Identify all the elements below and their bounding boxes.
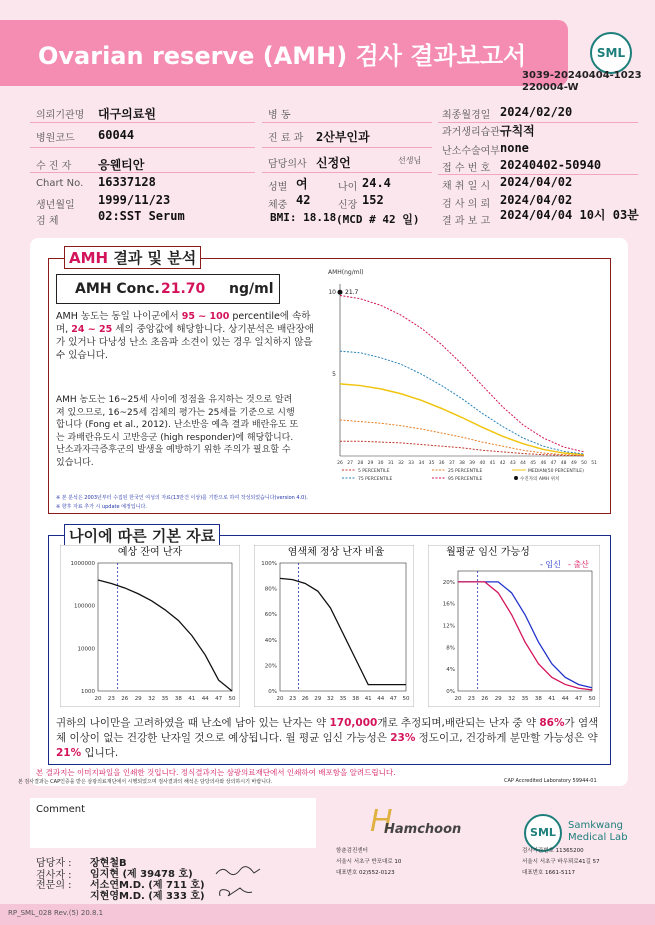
ovary-value: none bbox=[500, 141, 529, 155]
small-chart-y-tick: 12% bbox=[442, 623, 455, 630]
amh-section-title: AMH 결과 및 분석 bbox=[64, 246, 201, 269]
small-chart-x-tick: 23 bbox=[107, 696, 115, 702]
small-chart-y-tick: 16% bbox=[442, 601, 455, 608]
amh-x-tick: 46 bbox=[540, 461, 547, 466]
sml-addr-1: 검사기관번호 11365200 bbox=[522, 848, 584, 854]
age-value: 24.4 bbox=[362, 176, 391, 190]
amh-x-tick: 29 bbox=[367, 461, 374, 466]
amh-x-tick: 32 bbox=[398, 461, 404, 466]
small-chart-y-tick: 100000 bbox=[74, 603, 95, 610]
print-notice: 본 결과지는 이미지파일을 인쇄한 것입니다. 정식결과지는 삼광의료재단에서 인쇄하여 배포함을 알려드립니다. bbox=[36, 768, 396, 777]
small-chart-x-tick: 20 bbox=[276, 696, 284, 702]
report-id bbox=[522, 70, 642, 94]
small-chart-y-tick: 1000 bbox=[81, 689, 95, 695]
hamchoon-logo: H Hamchoon bbox=[370, 804, 462, 839]
specimen-label: 검 체 bbox=[36, 216, 59, 227]
sml-address bbox=[522, 846, 600, 879]
staff-value-3: 서소연M.D. (제 711 호) bbox=[90, 880, 205, 891]
small-line: 본 검사결과는 CAP인증을 받은 삼광의료재단에서 시행되었으며 검사결과의 해석은 담당의사와 상의하시기 바랍니다. bbox=[18, 779, 273, 785]
small-chart-x-tick: 50 bbox=[402, 696, 410, 702]
chromosome-chart-title: 염색체 정상 난자 비율 bbox=[287, 547, 385, 558]
report-value: 2024/04/04 10시 03분 bbox=[500, 208, 639, 222]
amh-x-tick: 26 bbox=[337, 461, 343, 466]
summary-b: 개로 추정되며,배란되는 난자 중 약 bbox=[377, 717, 540, 729]
small-chart-x-tick: 32 bbox=[326, 696, 334, 702]
summary-d: 정도이고, 건강하게 분만할 가능성은 약 bbox=[415, 732, 598, 744]
small-chart-x-tick: 35 bbox=[339, 696, 347, 702]
weight-label: 체중 bbox=[268, 200, 288, 211]
staff-label-3: 전문의 : bbox=[36, 880, 72, 891]
small-chart-x-tick: 50 bbox=[588, 696, 596, 702]
small-chart-x-tick: 29 bbox=[314, 696, 322, 702]
egg-count-chart bbox=[60, 545, 240, 707]
legend-pregnancy: - 임신 bbox=[540, 560, 561, 569]
amh-x-tick: 42 bbox=[499, 461, 506, 466]
small-chart-y-tick: 80% bbox=[264, 586, 277, 593]
small-chart-x-tick: 35 bbox=[161, 696, 169, 702]
amh-marker-label: 21.7 bbox=[345, 289, 359, 297]
amh-x-tick: 41 bbox=[489, 461, 496, 466]
small-chart-y-tick: 10000 bbox=[77, 646, 95, 653]
small-chart-y-tick: 4% bbox=[446, 667, 455, 674]
doctor-suffix: 선생님 bbox=[398, 156, 422, 165]
amh-paragraph-2: AMH 농도는 16~25세 사이에 정점을 유지하는 것으로 알려져 있으므로, 16~25세 검체의 평가는 25세를 기준으로 시행합니다 (Fong et al., 2012). 난소반응 예측 결과 배란유도 또는 과배란유도시 고반응군 (high responder)에 해당합니다. 난소과자극증후군의 발생을 예방하기 위한 주의가 필요할 수 있습니다. bbox=[56, 395, 299, 468]
amh-x-tick: 50 bbox=[581, 461, 587, 466]
hamchoon-addr-2: 서울시 서초구 반포대로 10 bbox=[336, 859, 402, 865]
collect-label: 채 취 일 시 bbox=[442, 181, 491, 192]
test-date-label: 검 사 의 뢰 bbox=[442, 199, 491, 210]
amh-p1-age: 24 ~ 25 bbox=[71, 324, 113, 335]
signature-2 bbox=[216, 884, 256, 900]
code-label: 병원코드 bbox=[36, 133, 75, 144]
staff-label-2: 검사자 : bbox=[36, 870, 72, 881]
patient-info bbox=[0, 100, 655, 230]
footer-bar bbox=[0, 904, 655, 925]
accept-label: 접 수 번 호 bbox=[442, 163, 491, 174]
small-chart-y-tick: 20% bbox=[264, 663, 277, 670]
code-value: 60044 bbox=[98, 128, 135, 142]
cycle-label: 과거생리습관 bbox=[442, 127, 500, 138]
weight-value: 42 bbox=[296, 193, 311, 207]
amh-paragraph-1 bbox=[56, 310, 316, 362]
small-chart-x-tick: 35 bbox=[521, 696, 529, 702]
amh-conc-unit: ng/ml bbox=[229, 281, 274, 297]
small-chart-x-tick: 41 bbox=[364, 696, 372, 702]
patient-value: 응웬티안 bbox=[98, 158, 145, 172]
sml-footer-logo: SML bbox=[524, 814, 562, 852]
staff-value-4: 지현영M.D. (제 333 호) bbox=[90, 891, 205, 902]
age-label: 나이 bbox=[338, 182, 358, 193]
hamchoon-addr-1: 함춘검진센터 bbox=[336, 848, 368, 854]
amh-note-1: ※ 본 분석은 2003년부터 수집된 한국인 여성의 자료(13만건 이상)를 기반으로 하여 작성되었습니다(version 4.0). bbox=[56, 495, 308, 501]
small-chart-x-tick: 41 bbox=[188, 696, 196, 702]
amh-p1-c: 세의 중앙값에 해당합니다. 상기분석은 배란장애가 있거나 다낭성 난소 초음파 소견이 있는 경우 일치하지 않을 수 있습니다. bbox=[56, 324, 314, 361]
amh-x-tick: 35 bbox=[428, 461, 435, 466]
small-chart-x-tick: 38 bbox=[174, 696, 182, 702]
page-title: Ovarian reserve (AMH) 검사 결과보고서 bbox=[38, 42, 527, 70]
amh-legend-label: 25 PERCENTILE bbox=[448, 469, 483, 474]
pregnancy-chart-title: 월평균 임신 가능성 bbox=[446, 547, 530, 558]
amh-conc-box bbox=[56, 274, 280, 304]
signature-1 bbox=[214, 864, 262, 878]
chart-label: Chart No. bbox=[36, 178, 84, 189]
specimen-value: 02:SST Serum bbox=[98, 209, 185, 223]
small-chart-x-tick: 47 bbox=[575, 696, 583, 702]
small-chart-y-tick: 8% bbox=[446, 645, 455, 652]
sex-label: 성별 bbox=[268, 182, 288, 193]
height-value: 152 bbox=[362, 193, 384, 207]
hamchoon-addr-3: 대표번호 02)552-0123 bbox=[336, 870, 395, 876]
summary-a: 귀하의 나이만을 고려하였을 때 난소에 남아 있는 난자는 약 bbox=[56, 717, 330, 729]
report-label: 결 과 보 고 bbox=[442, 216, 491, 227]
amh-x-tick: 43 bbox=[509, 461, 516, 466]
amh-x-tick: 36 bbox=[438, 461, 445, 466]
sml-addr-2: 서울시 서초구 바우뫼로41길 57 bbox=[522, 859, 600, 865]
staff-label-1: 담당자 : bbox=[36, 858, 72, 869]
test-date-value: 2024/04/02 bbox=[500, 193, 573, 207]
sml-addr-3: 대표번호 1661-5117 bbox=[522, 870, 575, 876]
small-chart-y-tick: 1000000 bbox=[70, 561, 95, 567]
hospital-value: 대구의료원 bbox=[98, 107, 156, 121]
small-chart-x-tick: 20 bbox=[94, 696, 102, 702]
staff-value-2: 임지현 (제 39478 호) bbox=[90, 869, 193, 880]
amh-x-tick: 49 bbox=[570, 461, 577, 466]
report-id-line1: 3039-20240404-1023 bbox=[522, 70, 642, 81]
form-code: RP_SML_028 Rev.(5) 20.8.1 bbox=[8, 909, 104, 917]
small-chart-x-tick: 23 bbox=[289, 696, 297, 702]
summary-c: 가 염색체 이상이 없는 건강한 난자일 것으로 예상됩니다. 월 평균 임신 가능성은 bbox=[56, 717, 599, 744]
small-chart-y-tick: 60% bbox=[264, 612, 277, 619]
last-period-value: 2024/02/20 bbox=[500, 105, 573, 119]
basic-summary bbox=[56, 716, 604, 761]
collect-value: 2024/04/02 bbox=[500, 175, 573, 189]
amh-marker-point bbox=[338, 290, 343, 295]
ward-label: 병 동 bbox=[268, 110, 291, 121]
mcd-value: (MCD # 42 일) bbox=[336, 213, 420, 226]
amh-chart-ylabel: AMH(ng/ml) bbox=[328, 269, 364, 276]
small-chart-x-tick: 32 bbox=[148, 696, 156, 702]
small-chart-x-tick: 38 bbox=[534, 696, 542, 702]
amh-y-tick: 10 bbox=[328, 289, 336, 297]
sml-name-1: Samkwang bbox=[568, 820, 623, 831]
amh-x-tick: 33 bbox=[408, 461, 415, 466]
small-chart-x-tick: 26 bbox=[301, 696, 309, 702]
amh-p1-b: percentile에 속하며, bbox=[56, 311, 311, 335]
amh-p1-percentile: 95 ~ 100 bbox=[181, 311, 230, 322]
report-id-line2: 220004-W bbox=[522, 82, 579, 93]
comment-label: Comment bbox=[36, 804, 85, 815]
chart-value: 16337128 bbox=[98, 175, 156, 189]
small-chart-x-tick: 41 bbox=[548, 696, 556, 702]
patient-label: 수 진 자 bbox=[36, 161, 72, 172]
hamchoon-name: Hamchoon bbox=[384, 822, 462, 837]
cycle-value: 규칙적 bbox=[500, 124, 535, 138]
amh-legend-marker-label: 수진자의 AMH 위치 bbox=[520, 477, 560, 482]
amh-x-tick: 45 bbox=[530, 461, 537, 466]
amh-x-tick: 44 bbox=[520, 461, 526, 466]
amh-legend-label: MEDIAN(50 PERCENTILE) bbox=[528, 469, 584, 474]
small-chart-x-tick: 23 bbox=[467, 696, 475, 702]
amh-x-tick: 30 bbox=[377, 461, 384, 466]
small-chart-x-tick: 26 bbox=[121, 696, 129, 702]
amh-legend-label: 5 PERCENTILE bbox=[358, 469, 390, 474]
amh-conc-label: AMH Conc. bbox=[75, 281, 160, 297]
small-chart-x-tick: 44 bbox=[201, 696, 209, 702]
amh-x-tick: 37 bbox=[448, 461, 455, 466]
sml-name-2: Medical Lab bbox=[568, 832, 628, 843]
amh-x-tick: 38 bbox=[459, 461, 465, 466]
ovary-label: 난소수술여부 bbox=[442, 146, 500, 157]
small-chart-x-tick: 26 bbox=[481, 696, 489, 702]
small-chart-y-tick: 100% bbox=[261, 561, 277, 567]
summary-eggs: 170,000 bbox=[329, 717, 378, 729]
small-chart-x-tick: 44 bbox=[377, 696, 385, 702]
amh-legend-label: 75 PERCENTILE bbox=[358, 477, 393, 482]
bmi-value: BMI: 18.18 bbox=[270, 211, 337, 224]
basic-section-title: 나이에 따른 기본 자료 bbox=[64, 524, 220, 547]
sml-footer-name bbox=[568, 820, 628, 844]
birth-value: 1999/11/23 bbox=[98, 193, 171, 207]
legend-birth: - 출산 bbox=[568, 560, 589, 569]
summary-e: 입니다. bbox=[81, 747, 119, 759]
amh-legend-label: 95 PERCENTILE bbox=[448, 477, 483, 482]
last-period-label: 최종월경일 bbox=[442, 110, 491, 121]
summary-birth: 21% bbox=[56, 747, 82, 759]
small-chart-x-tick: 44 bbox=[561, 696, 569, 702]
small-chart-x-tick: 20 bbox=[454, 696, 462, 702]
small-chart-x-tick: 47 bbox=[389, 696, 397, 702]
amh-x-tick: 40 bbox=[479, 461, 486, 466]
summary-preg: 23% bbox=[390, 732, 416, 744]
pregnancy-chart bbox=[428, 545, 600, 707]
birth-label: 생년월일 bbox=[36, 200, 75, 211]
amh-percentile-chart bbox=[322, 266, 604, 490]
small-chart-y-tick: 40% bbox=[264, 637, 277, 644]
amh-y-tick: 5 bbox=[332, 371, 336, 379]
chromosome-chart bbox=[254, 545, 414, 707]
comment-box bbox=[30, 798, 316, 848]
summary-pct: 86% bbox=[539, 717, 565, 729]
small-chart-x-tick: 38 bbox=[352, 696, 360, 702]
small-chart-x-tick: 50 bbox=[228, 696, 236, 702]
accept-value: 20240402-50940 bbox=[500, 158, 602, 172]
amh-x-tick: 27 bbox=[347, 461, 354, 466]
doctor-value: 신정언 bbox=[316, 156, 351, 170]
small-chart-x-tick: 29 bbox=[494, 696, 502, 702]
egg-chart-title: 예상 잔여 난자 bbox=[117, 547, 183, 558]
doctor-label: 담당의사 bbox=[268, 159, 307, 170]
dept-label: 진 료 과 bbox=[268, 133, 304, 144]
cap-text: CAP Accredited Laboratory 59944-01 bbox=[504, 778, 597, 784]
hamchoon-address bbox=[336, 846, 401, 879]
small-chart-y-tick: 20% bbox=[442, 579, 455, 586]
amh-x-tick: 31 bbox=[387, 461, 394, 466]
amh-x-tick: 51 bbox=[591, 461, 598, 466]
amh-legend-marker bbox=[514, 476, 518, 480]
amh-note-2: ※ 향후 자료 추가 시 update 예정입니다. bbox=[56, 504, 147, 510]
small-chart-x-tick: 47 bbox=[215, 696, 223, 702]
amh-x-tick: 47 bbox=[550, 461, 557, 466]
amh-x-tick: 39 bbox=[469, 461, 476, 466]
small-chart-x-tick: 29 bbox=[134, 696, 142, 702]
amh-x-tick: 48 bbox=[560, 461, 567, 466]
sml-logo: SML bbox=[590, 32, 632, 74]
sex-value: 여 bbox=[296, 177, 308, 191]
amh-conc-value: 21.70 bbox=[161, 281, 206, 297]
staff-value-1: 장현철B bbox=[90, 858, 127, 869]
small-chart-y-tick: 0% bbox=[446, 689, 455, 695]
amh-x-tick: 34 bbox=[418, 461, 425, 466]
hospital-label: 의뢰기관명 bbox=[36, 110, 85, 121]
height-label: 신장 bbox=[338, 200, 358, 211]
dept-value: 2산부인과 bbox=[316, 130, 370, 144]
small-chart-x-tick: 32 bbox=[508, 696, 516, 702]
amh-p1-a: AMH 농도는 동일 나이군에서 bbox=[56, 311, 182, 322]
small-chart-y-tick: 0% bbox=[268, 689, 277, 695]
amh-x-tick: 28 bbox=[357, 461, 364, 466]
